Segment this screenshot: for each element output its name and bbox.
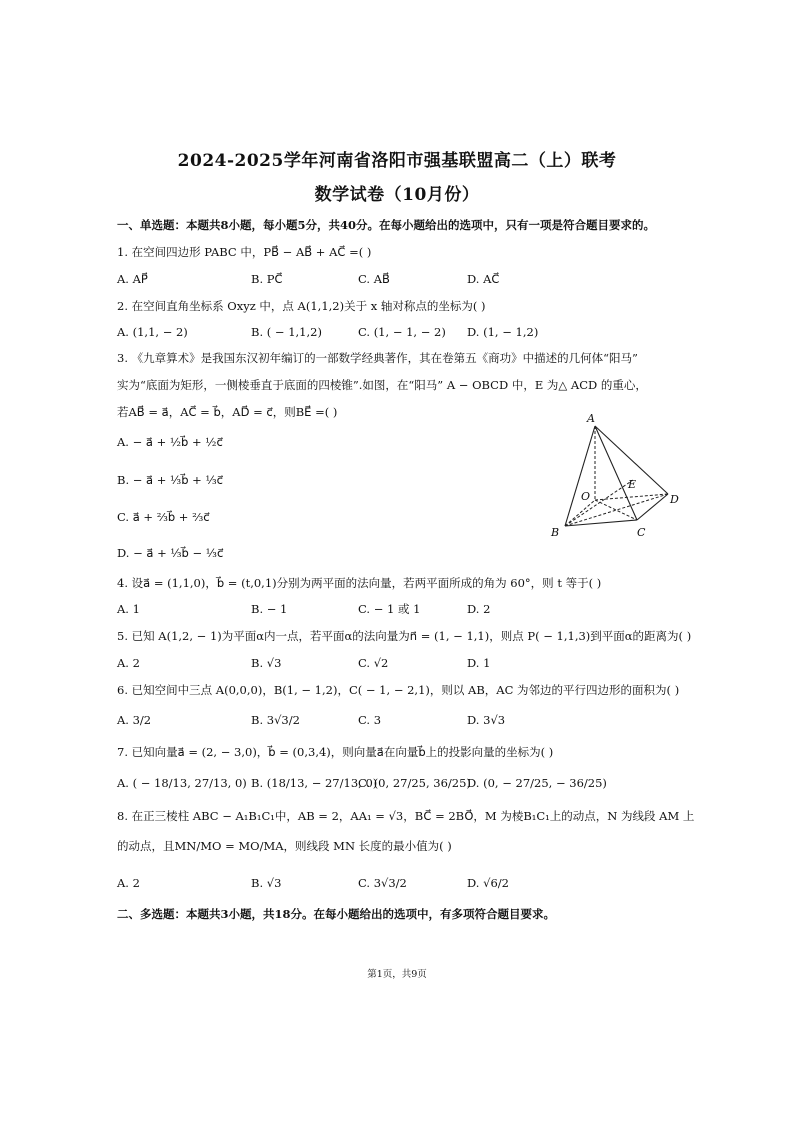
question-6-option-d: D. 3√3	[467, 713, 506, 727]
question-8-stem-line-2: 的动点，且MN/MO = MO/MA，则线段 MN 长度的最小值为( )	[117, 839, 452, 853]
question-6-option-c: C. 3	[358, 713, 382, 727]
question-5-option-d: D. 1	[467, 656, 491, 670]
edge-ac	[595, 426, 637, 520]
question-5-stem: 5. 已知 A(1,2, − 1)为平面α内一点，若平面α的法向量为n⃗ = (1, − 1,1)，则点 P( − 1,1,3)到平面α的距离为( )	[117, 629, 692, 643]
question-3-option-a: A. − a⃗ + ½b⃗ + ½c⃗	[117, 435, 223, 449]
question-7-stem: 7. 已知向量a⃗ = (2, − 3,0)，b⃗ = (0,3,4)，则向量a⃗在向量b⃗上的投影向量的坐标为( )	[117, 745, 554, 759]
question-2-option-c: C. (1, − 1, − 2)	[358, 325, 446, 339]
pyramid-figure	[545, 408, 685, 540]
label-e: E	[628, 478, 637, 491]
question-4-option-b: B. − 1	[251, 602, 288, 616]
question-1-option-d: D. AC⃗	[467, 272, 500, 286]
question-8-option-c: C. 3√3/2	[358, 876, 407, 890]
question-3-option-d: D. − a⃗ + ⅓b⃗ − ⅓c⃗	[117, 546, 224, 560]
question-7-option-c: C. (0, 27/25, 36/25)	[358, 776, 471, 790]
label-c: C	[637, 526, 646, 539]
question-5-option-a: A. 2	[117, 656, 140, 670]
question-2-stem: 2. 在空间直角坐标系 Oxyz 中，点 A(1,1,2)关于 x 轴对称点的坐标为( )	[117, 299, 486, 313]
exam-title: 2024-2025学年河南省洛阳市强基联盟高二（上）联考	[177, 151, 617, 171]
diagonal-oc	[595, 500, 637, 520]
edge-ab	[565, 426, 595, 526]
question-1-option-a: A. AP⃗	[117, 272, 148, 286]
question-8-option-d: D. √6/2	[467, 876, 509, 890]
exam-subtitle: 数学试卷（10月份）	[314, 185, 480, 205]
question-8-option-b: B. √3	[251, 876, 282, 890]
label-a: A	[587, 412, 595, 425]
label-d: D	[670, 493, 679, 506]
question-1-stem: 1. 在空间四边形 PABC 中，PB⃗ − AB⃗ + AC⃗ =( )	[117, 245, 372, 259]
question-7-option-d: D. (0, − 27/25, − 36/25)	[467, 776, 607, 790]
section-heading-single-choice: 一、单选题：本题共8小题，每小题5分，共40分。在每小题给出的选项中，只有一项是符合题目要求的。	[117, 218, 656, 232]
edge-cd	[637, 494, 668, 520]
label-o: O	[581, 490, 591, 503]
question-2-option-b: B. ( − 1,1,2)	[251, 325, 322, 339]
question-8-option-a: A. 2	[117, 876, 140, 890]
question-3-stem-line-1: 3. 《九章算术》是我国东汉初年编订的一部数学经典著作，其在卷第五《商功》中描述的几何体“阳马”	[117, 351, 638, 365]
section-heading-multiple-choice: 二、多选题：本题共3小题，共18分。在每小题给出的选项中，有多项符合题目要求。	[117, 907, 556, 921]
question-5-option-c: C. √2	[358, 656, 389, 670]
question-6-stem: 6. 已知空间中三点 A(0,0,0)，B(1, − 1,2)，C( − 1, − 2,1)，则以 AB，AC 为邻边的平行四边形的面积为( )	[117, 683, 680, 697]
question-2-option-d: D. (1, − 1,2)	[467, 325, 539, 339]
question-4-option-a: A. 1	[117, 602, 140, 616]
question-1-option-c: C. AB⃗	[358, 272, 390, 286]
question-7-option-a: A. ( − 18/13, 27/13, 0)	[117, 776, 247, 790]
question-4-option-d: D. 2	[467, 602, 491, 616]
question-8-stem-line-1: 8. 在正三棱柱 ABC − A₁B₁C₁中，AB = 2，AA₁ = √3，BC⃗ = 2BO⃗，M 为棱B₁C₁上的动点，N 为线段 AM 上	[117, 809, 695, 823]
question-2-option-a: A. (1,1, − 2)	[117, 325, 188, 339]
question-1-option-b: B. PC⃗	[251, 272, 283, 286]
question-7-option-b: B. (18/13, − 27/13, 0)	[251, 776, 378, 790]
question-3-option-b: B. − a⃗ + ⅓b⃗ + ⅓c⃗	[117, 473, 223, 487]
question-6-option-a: A. 3/2	[117, 713, 152, 727]
question-5-option-b: B. √3	[251, 656, 282, 670]
question-4-option-c: C. − 1 或 1	[358, 602, 421, 616]
label-b: B	[551, 526, 560, 539]
question-6-option-b: B. 3√3/2	[251, 713, 300, 727]
question-3-stem-line-3: 若AB⃗ = a⃗，AC⃗ = b⃗，AD⃗ = c⃗，则BE⃗ =( )	[117, 405, 338, 419]
page-footer: 第1页，共9页	[367, 969, 427, 980]
question-3-option-c: C. a⃗ + ⅔b⃗ + ⅔c⃗	[117, 510, 210, 524]
edge-bo	[565, 500, 595, 526]
question-3-stem-line-2: 实为“底面为矩形，一侧棱垂直于底面的四棱锥”.如图，在“阳马” A − OBCD 中，E 为△ ACD 的重心，	[117, 378, 647, 392]
question-4-stem: 4. 设a⃗ = (1,1,0)，b⃗ = (t,0,1)分别为两平面的法向量，若两平面所成的角为 60°，则 t 等于( )	[117, 576, 602, 590]
